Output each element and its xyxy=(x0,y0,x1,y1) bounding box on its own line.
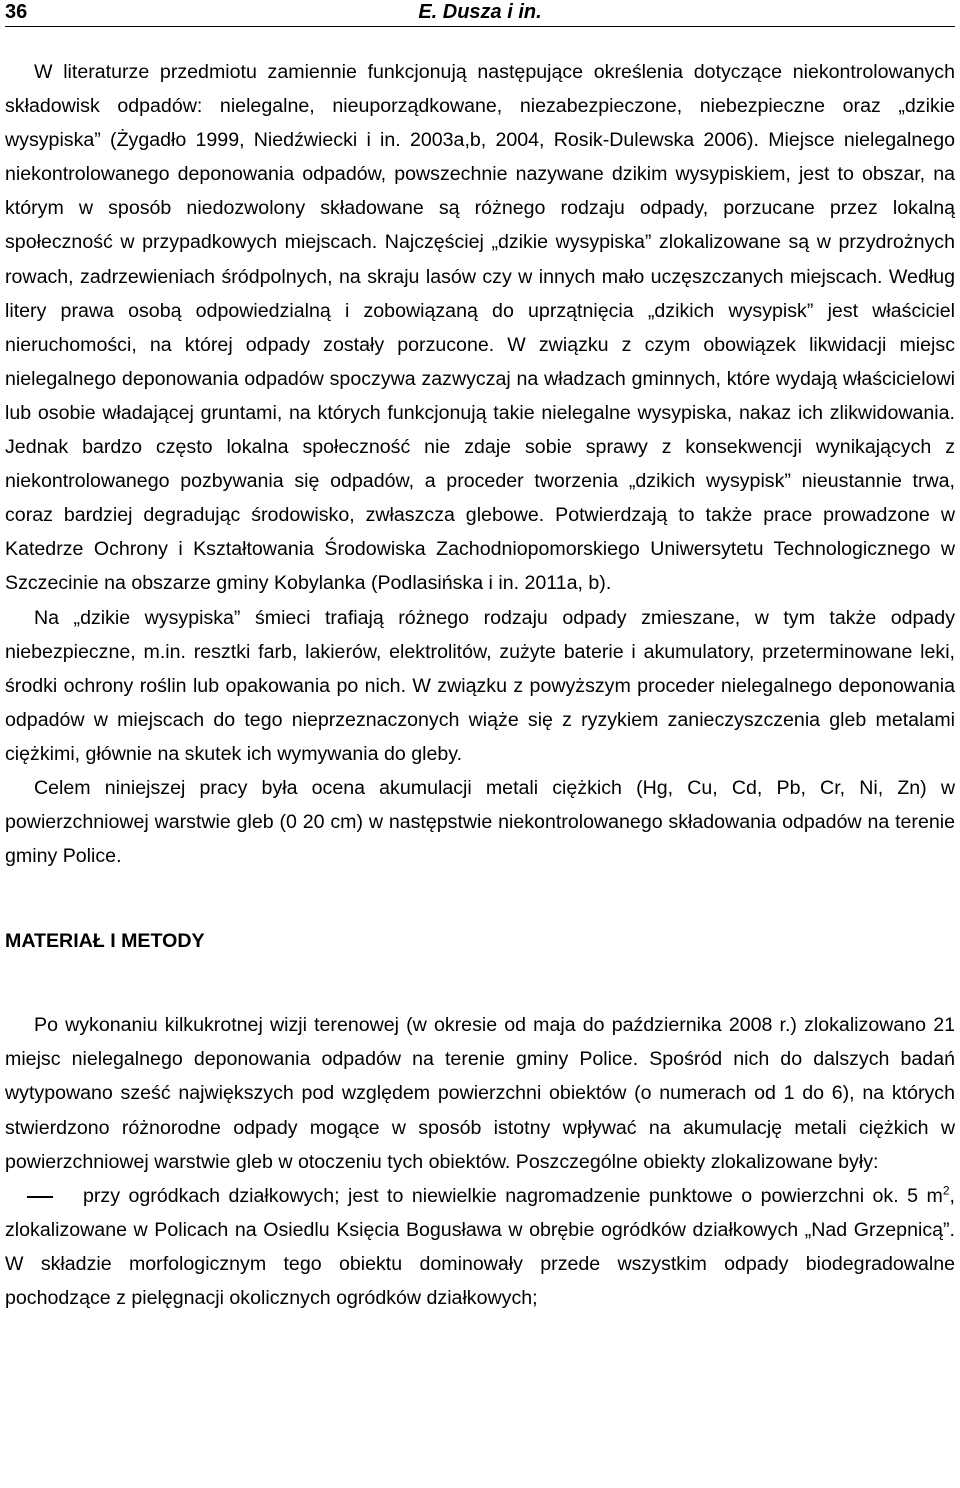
running-header xyxy=(5,0,955,27)
document-page xyxy=(5,0,955,1315)
list-item-text-end: , zlokalizowane w Policach na Osiedlu Księcia Bogusława w obrębie ogródków działkowych „Nad Grzepnicą”. W składzie morfologicznym tego obiektu dominowały przede wszystkim odpady biodegradowalne pochodzące z pielęgnacji okolicznych ogródków działkowych; xyxy=(5,1184,955,1309)
list-item xyxy=(5,1179,955,1315)
body-text xyxy=(5,55,955,1315)
paragraph-waste-types: Na „dzikie wysypiska” śmieci trafiają różnego rodzaju odpady zmieszane, w tym także odpady niebezpieczne, m.in. resztki farb, lakierów, elektrolitów, zużyte baterie i akumulatory, przeterminowane leki, środki ochrony roślin lub opakowania po nich. W związku z powyższym proceder nielegalnego deponowania odpadów w miejscach do tego nieprzeznaczonych wiąże się z ryzykiem zanieczyszczenia gleb metalami ciężkimi, głównie na skutek ich wymywania do gleby. xyxy=(5,606,955,765)
paragraph-methods: Po wykonaniu kilkukrotnej wizji terenowej (w okresie od maja do października 2008 r.) zlokalizowano 21 miejsc nielegalnego deponowania odpadów na terenie gminy Police. Spośród nich do dalszych badań wytypowano sześć największych pod względem powierzchni obiektów (o numerach od 1 do 6), na których stwierdzono różnorodne odpady mogące w sposób istotny wpływać na akumulację metali ciężkich w powierzchniowej warstwie gleb w otoczeniu tych obiektów. Poszczególne obiekty zlokalizowane były: xyxy=(5,1014,955,1173)
section-heading: MATERIAŁ I METODY xyxy=(5,930,205,953)
list-item-text-start: przy ogródkach działkowych; jest to niewielkie nagromadzenie punktowe o powierzchni ok. 5 m xyxy=(83,1184,943,1207)
dash-bullet-icon xyxy=(27,1196,53,1198)
paragraph-literature: W literaturze przedmiotu zamiennie funkcjonują następujące określenia dotyczące niekontrolowanych składowisk odpadów: nielegalne, nieuporządkowane, niezabezpieczone, niebezpieczne oraz „dzikie wysypiska” (Żygadło 1999, Niedźwiecki i in. 2003a,b, 2004, Rosik-Dulewska 2006). Miejsce nielegalnego niekontrolowanego deponowania odpadów, powszechnie nazywane dzikim wysypiskiem, jest to obszar, na którym w sposób niedozwolony składowane są różnego rodzaju odpady, porzucane przez lokalną społeczność w przypadkowych miejscach. Najczęściej „dzikie wysypiska” zlokalizowane są w przydrożnych rowach, zadrzewieniach śródpolnych, na skraju lasów czy w innych mało uczęszczanych miejscach. Według litery prawa osobą odpowiedzialną i zobowiązaną do uprzątnięcia „dzikich wysypisk” jest właściciel nieruchomości, na której odpady zostały porzucone. W związku z czym obowiązek likwidacji miejsc nielegalnego deponowania odpadów spoczywa zazwyczaj na władzach gminnych, które wydają właścicielowi lub osobie władającej gruntami, na których funkcjonują takie nielegalne wysypiska, nakaz ich zlikwidowania. Jednak bardzo często lokalna społeczność nie zdaje sobie sprawy z konsekwencji wynikających z niekontrolowanego pozbywania się odpadów, a proceder tworzenia „dzikich wysypisk” nieustannie trwa, coraz bardziej degradując środowisko, zwłaszcza glebowe. Potwierdzają to także prace prowadzone w Katedrze Ochrony i Kształtowania Środowiska Zachodniopomorskiego Uniwersytetu Technologicznego w Szczecinie na obszarze gminy Kobylanka (Podlasińska i in. 2011a, b). xyxy=(5,61,955,595)
running-title: E. Dusza i in. xyxy=(418,1,542,23)
page-number: 36 xyxy=(5,1,28,23)
paragraph-aim: Celem niniejszej pracy była ocena akumulacji metali ciężkich (Hg, Cu, Cd, Pb, Cr, Ni, Zn) w powierzchniowej warstwie gleb (0 20 cm) w następstwie niekontrolowanego składowania odpadów na terenie gminy Police. xyxy=(5,776,955,868)
list-item-superscript: 2 xyxy=(942,1183,950,1198)
